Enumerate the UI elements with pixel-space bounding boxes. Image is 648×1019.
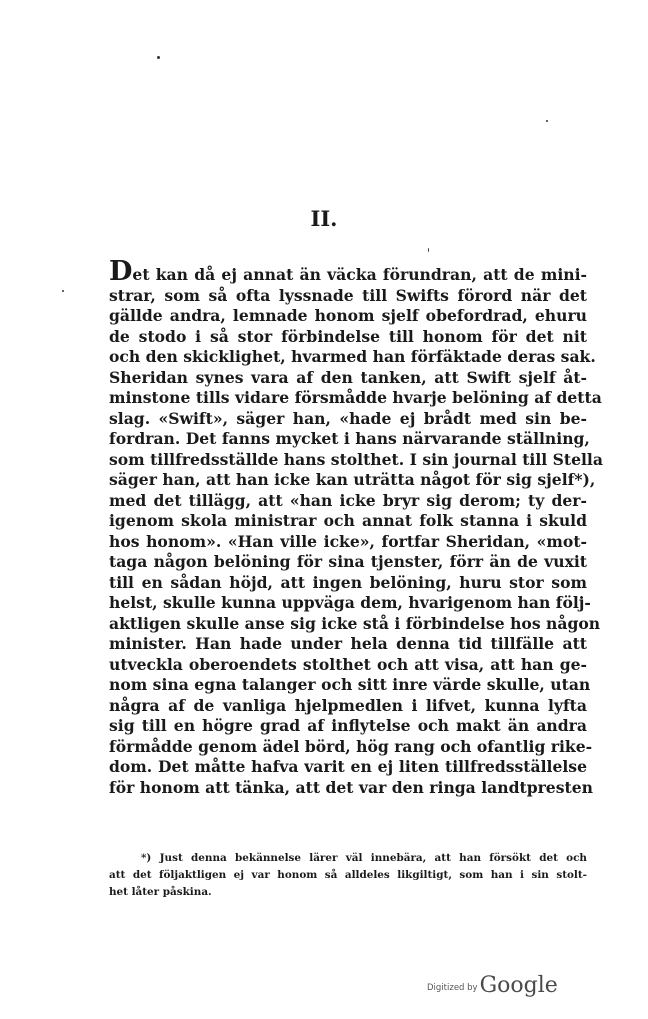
footnote-line: *) Just denna bekännelse lärer väl innebära, att han försökt det och bbox=[141, 852, 587, 864]
text-line: fordran. Det fanns mycket i hans närvarande ställning, bbox=[109, 429, 590, 448]
chapter-heading: II. bbox=[310, 206, 338, 231]
text-line: utveckla oberoendets stolthet och att visa, att han ge- bbox=[109, 654, 587, 674]
text-line: som tillfredsställde hans stolthet. I sin journal till Stella bbox=[109, 449, 603, 469]
text-line: Sheridan synes vara af den tanken, att Swift sjelf åt- bbox=[109, 367, 587, 387]
text-line: gällde andra, lemnade honom sjelf obefordrad, ehuru bbox=[109, 306, 587, 325]
text-line: sig till en högre grad af inflytelse och makt än andra bbox=[109, 716, 587, 735]
text-line: minstone tills vidare försmådde hvarje belöning af detta bbox=[109, 388, 602, 407]
text-line: de stodo i så stor förbindelse till honom för det nit bbox=[109, 326, 587, 346]
text-line: aktligen skulle anse sig icke stå i förbindelse hos någon bbox=[109, 613, 601, 633]
text-line: slag. «Swift», säger han, «hade ej brådt med sin be- bbox=[109, 408, 587, 428]
text-line: Det kan då ej annat än väcka förundran, att de mini- bbox=[109, 256, 587, 287]
text-line: nom sina egna talanger och sitt inre värde skulle, utan bbox=[109, 675, 591, 694]
text-line: till en sådan höjd, att ingen belöning, huru stor som bbox=[109, 572, 587, 592]
text-line: med det tillägg, att «han icke bryr sig derom; ty der- bbox=[109, 490, 587, 510]
drop-cap: D bbox=[109, 256, 133, 287]
google-logo: Google bbox=[479, 973, 558, 998]
text-line: säger han, att han icke kan uträtta något för sig sjelf*), bbox=[109, 470, 596, 489]
text-line: taga någon belöning för sina tjenster, förr än de vuxit bbox=[109, 552, 587, 571]
footnote bbox=[109, 850, 587, 901]
paper-speck bbox=[62, 290, 64, 292]
text-line: helst, skulle kunna uppväga dem, hvarigenom han följ- bbox=[109, 593, 591, 612]
paper-speck bbox=[157, 56, 160, 59]
text-line: förmådde genom ädel börd, hög rang och ofantlig rike- bbox=[109, 736, 593, 756]
text-line: för honom att tänka, att det var den ringa landtpresten bbox=[109, 777, 593, 797]
paper-speck bbox=[546, 120, 548, 122]
paper-speck bbox=[428, 248, 429, 252]
text-line: minister. Han hade under hela denna tid tillfälle att bbox=[109, 634, 587, 653]
footnote-line: het låter påskina. bbox=[109, 886, 212, 898]
text-line: strar, som så ofta lyssnade till Swifts förord när det bbox=[109, 285, 587, 305]
text-line: igenom skola ministrar och annat folk stanna i skuld bbox=[109, 511, 587, 530]
text-line: hos honom». «Han ville icke», fortfar Sheridan, «mot- bbox=[109, 531, 587, 551]
text-line: några af de vanliga hjelpmedlen i lifvet, kunna lyfta bbox=[109, 695, 587, 715]
text-line: dom. Det måtte hafva varit en ej liten tillfredsställelse bbox=[109, 757, 587, 776]
text-line: och den skicklighet, hvarmed han förfäktade deras sak. bbox=[109, 347, 596, 366]
body-text bbox=[109, 256, 603, 798]
footnote-line: att det följaktligen ej var honom så alldeles likgiltigt, som han i sin stolt- bbox=[109, 869, 587, 881]
watermark-prefix: Digitized by bbox=[427, 983, 478, 993]
digitized-watermark bbox=[427, 968, 567, 998]
